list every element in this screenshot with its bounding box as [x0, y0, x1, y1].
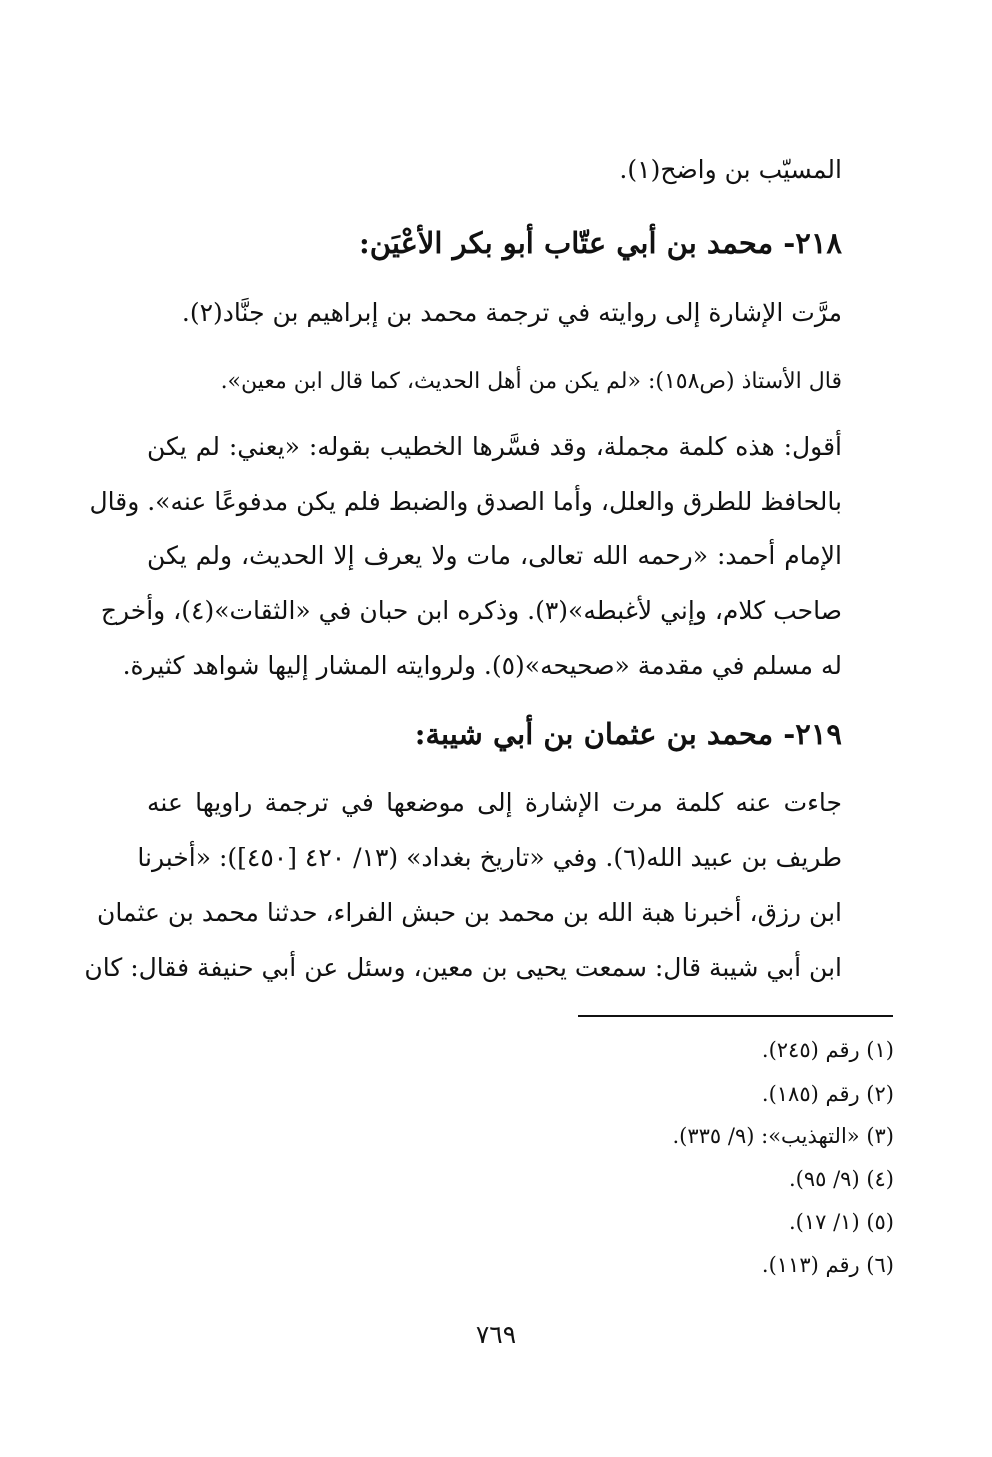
body-line: قال الأستاذ (ص١٥٨): «لم يكن من أهل الحديث، كما قال ابن معين».: [220, 369, 842, 394]
body-line: مرَّت الإشارة إلى روايته في ترجمة محمد بن إبراهيم بن جنَّاد(٢).: [181, 298, 842, 327]
paragraph-line: الإمام أحمد: «رحمه الله تعالى، مات ولا يعرف إلا الحديث، ولم يكن: [147, 541, 842, 570]
paragraph-line: بالحافظ للطرق والعلل، وأما الصدق والضبط فلم يكن مدفوعًا عنه». وقال: [89, 487, 842, 516]
paragraph-line: طريف بن عبيد الله(٦). وفي «تاريخ بغداد» (١٣/ ٤٢٠ [٤٥٠]): «أخبرنا: [137, 843, 842, 872]
body-line: المسيّب بن واضح(١).: [619, 155, 842, 184]
paragraph-line: ابن أبي شيبة قال: سمعت يحيى بن معين، وسئل عن أبي حنيفة فقال: كان: [84, 953, 842, 982]
entry-heading-218: ٢١٨- محمد بن أبي عتّاب أبو بكر الأعْيَن:: [359, 226, 842, 260]
paragraph-line: ابن رزق، أخبرنا هبة الله بن محمد بن حبش الفراء، حدثنا محمد بن عثمان: [97, 898, 842, 927]
footnote-divider: [578, 1015, 893, 1017]
paragraph-line: جاءت عنه كلمة مرت الإشارة إلى موضعها في ترجمة راويها عنه: [147, 788, 842, 817]
page-number: ٧٦٩: [475, 1320, 517, 1349]
footnote-1: (١) رقم (٢٤٥).: [761, 1038, 894, 1062]
paragraph-line: أقول: هذه كلمة مجملة، وقد فسَّرها الخطيب بقوله: «يعني: لم يكن: [147, 432, 842, 461]
footnote-5: (٥) (١/ ١٧).: [788, 1210, 894, 1234]
paragraph-line: له مسلم في مقدمة «صحيحه»(٥). ولروايته المشار إليها شواهد كثيرة.: [122, 651, 842, 680]
footnote-4: (٤) (٩/ ٩٥).: [788, 1167, 894, 1191]
footnote-2: (٢) رقم (١٨٥).: [761, 1082, 894, 1106]
paragraph-line: صاحب كلام، وإني لأغبطه»(٣). وذكره ابن حبان في «الثقات»(٤)، وأخرج: [100, 596, 842, 625]
footnote-6: (٦) رقم (١١٣).: [761, 1253, 894, 1277]
footnote-3: (٣) «التهذيب»: (٩/ ٣٣٥).: [672, 1124, 894, 1148]
entry-heading-219: ٢١٩- محمد بن عثمان بن أبي شيبة:: [414, 717, 842, 751]
